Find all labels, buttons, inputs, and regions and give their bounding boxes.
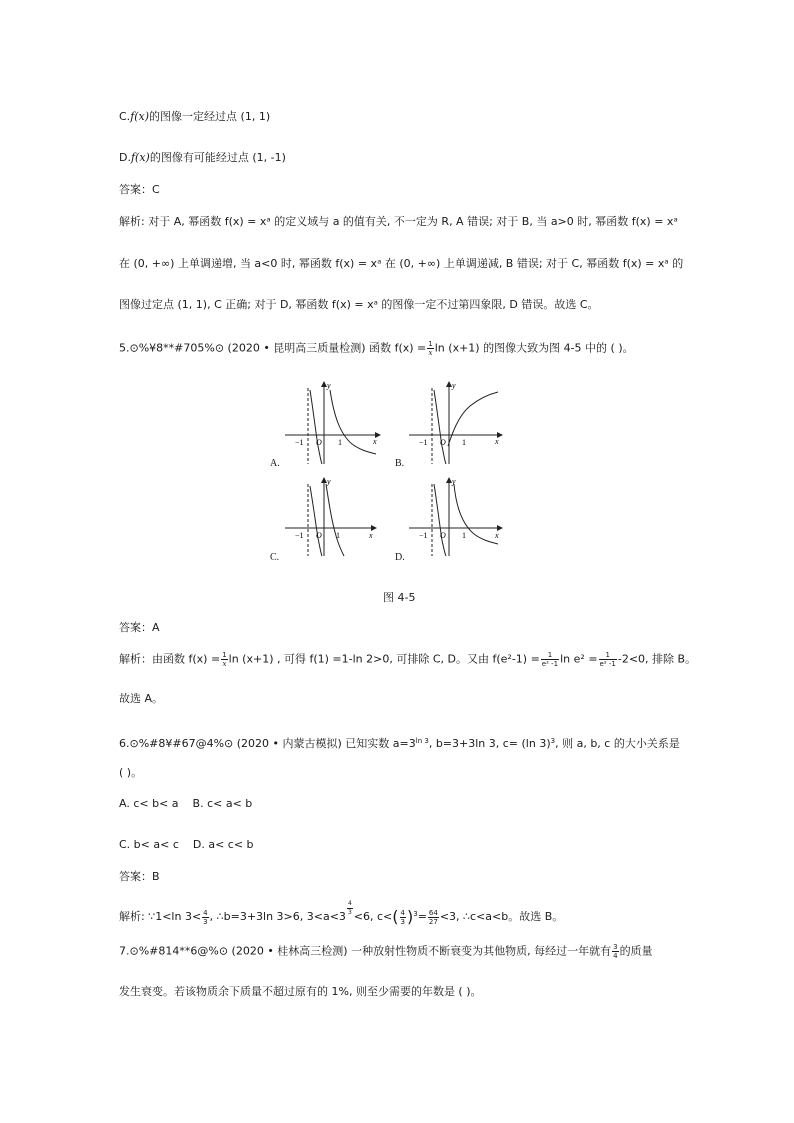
q6-options-row2 [119, 838, 254, 852]
q6-option-a: A. c< b< a [119, 797, 179, 810]
q6-options-row1 [119, 797, 252, 811]
graph-b-tick-neg1: −1 [419, 438, 428, 447]
q4-option-c: C.f(x)的图像一定经过点 (1, 1) [119, 110, 271, 123]
graph-a-tick-1: 1 [338, 438, 342, 447]
graph-c-tick-1: 1 [336, 531, 340, 540]
q5-explanation-end: 故选 A。 [119, 692, 164, 705]
q4-answer: 答案：C [119, 183, 160, 196]
q6-option-b: B. c< a< b [192, 797, 253, 810]
q7-stem: 7.⊙%#814**6@%⊙ (2020 • 桂林高三检测) 一种放射性物质不断衰变为其他物质, 每经过一年就有 $\frac{3}{4}$ 的质量 [119, 943, 653, 960]
graph-b-origin: O [440, 438, 446, 447]
graph-c-label: C. [270, 552, 280, 563]
graph-d [409, 478, 502, 556]
graph-a-label: A. [270, 458, 280, 469]
graph-b-tick-1: 1 [462, 438, 466, 447]
graph-c-tick-neg1: −1 [295, 531, 304, 540]
q6-answer: 答案：B [119, 870, 160, 883]
graph-d-label: D. [395, 552, 405, 563]
graph-a-y-label: y [327, 381, 331, 390]
q6-explanation: 解析: ∵1<ln 3< $\frac{4}{3}$ , ∴b=3+3ln 3>6, 3<a<3 $\frac{4}{3}$ <6, c<( $\frac{4}{3}$ )$^3$= $\frac{64}{27}$ <3, ∴c<a<b。故选 B。 [119, 900, 564, 926]
graph-b-y-label: y [452, 381, 456, 390]
graph-c-x-label: x [369, 531, 373, 540]
graph-b-label: B. [395, 458, 405, 469]
q5-stem: 5.⊙%¥8**#705%⊙ (2020 • 昆明高三质量检测) 函数 f(x) = $\frac{1}{x}$ ln (x+1) 的图像大致为图 4-5 中的 ( )。 [119, 340, 634, 357]
graph-c-origin: O [316, 531, 322, 540]
figure-4-5 [0, 376, 794, 596]
q6-stem: 6.⊙%#8¥#67@4%⊙ (2020 • 内蒙古模拟) 已知实数 $a=3^{ln 3}$, b=3+3ln 3, c= (ln 3)$^3$, 则 a, b, c 的大小关系是 [119, 737, 680, 750]
graph-d-y-label: y [452, 477, 456, 486]
q4-explanation-line1: 解析: 对于 A, 幂函数 f(x) = xᵃ 的定义域与 a 的值有关, 不一定为 R, A 错误; 对于 B, 当 a>0 时, 幂函数 f(x) = xᵃ [119, 215, 678, 228]
graph-a-origin: O [316, 438, 322, 447]
graph-c-y-label: y [327, 477, 331, 486]
graph-c [285, 478, 376, 556]
q5-answer: 答案：A [119, 621, 160, 634]
q4-option-d: D.f(x)的图像有可能经过点 (1, -1) [119, 151, 286, 164]
q4-explanation-line3: 图像过定点 (1, 1), C 正确; 对于 D, 幂函数 f(x) = xᵃ 的图像一定不过第四象限, D 错误。故选 C。 [119, 298, 599, 311]
graph-d-tick-1: 1 [462, 531, 466, 540]
graph-d-x-label: x [495, 531, 499, 540]
graph-a [285, 382, 380, 464]
q6-option-c: C. b< a< c [119, 838, 179, 851]
q5-explanation: 解析：由函数 f(x) = $\frac{1}{x}$ ln (x+1) , 可得 f(1) =1-ln 2>0, 可排除 C, D。又由 f(e²-1) = $\frac{1}{\text{e² -1}}$ ln e² = $\frac{1}{\text{e² -1}}$ -2<0, 排除 B。 [119, 651, 697, 668]
graph-b-x-label: x [495, 437, 499, 446]
graph-a-x-label: x [373, 437, 377, 446]
q6-paren: ( )。 [119, 766, 143, 779]
graph-d-origin: O [440, 531, 446, 540]
q6-option-d: D. a< c< b [192, 838, 254, 851]
q7-stem-line2: 发生衰变。若该物质余下质量不超过原有的 1%, 则至少需要的年数是 ( )。 [119, 985, 482, 998]
graph-d-tick-neg1: −1 [419, 531, 428, 540]
figure-caption: 图 4-5 [383, 591, 416, 604]
q4-explanation-line2: 在 (0, +∞) 上单调递增, 当 a<0 时, 幂函数 f(x) = xᵃ 在 (0, +∞) 上单调递减, B 错误; 对于 C, 幂函数 f(x) = xᵃ 的 [119, 257, 684, 270]
graph-b [409, 382, 502, 464]
graph-a-tick-neg1: −1 [295, 438, 304, 447]
